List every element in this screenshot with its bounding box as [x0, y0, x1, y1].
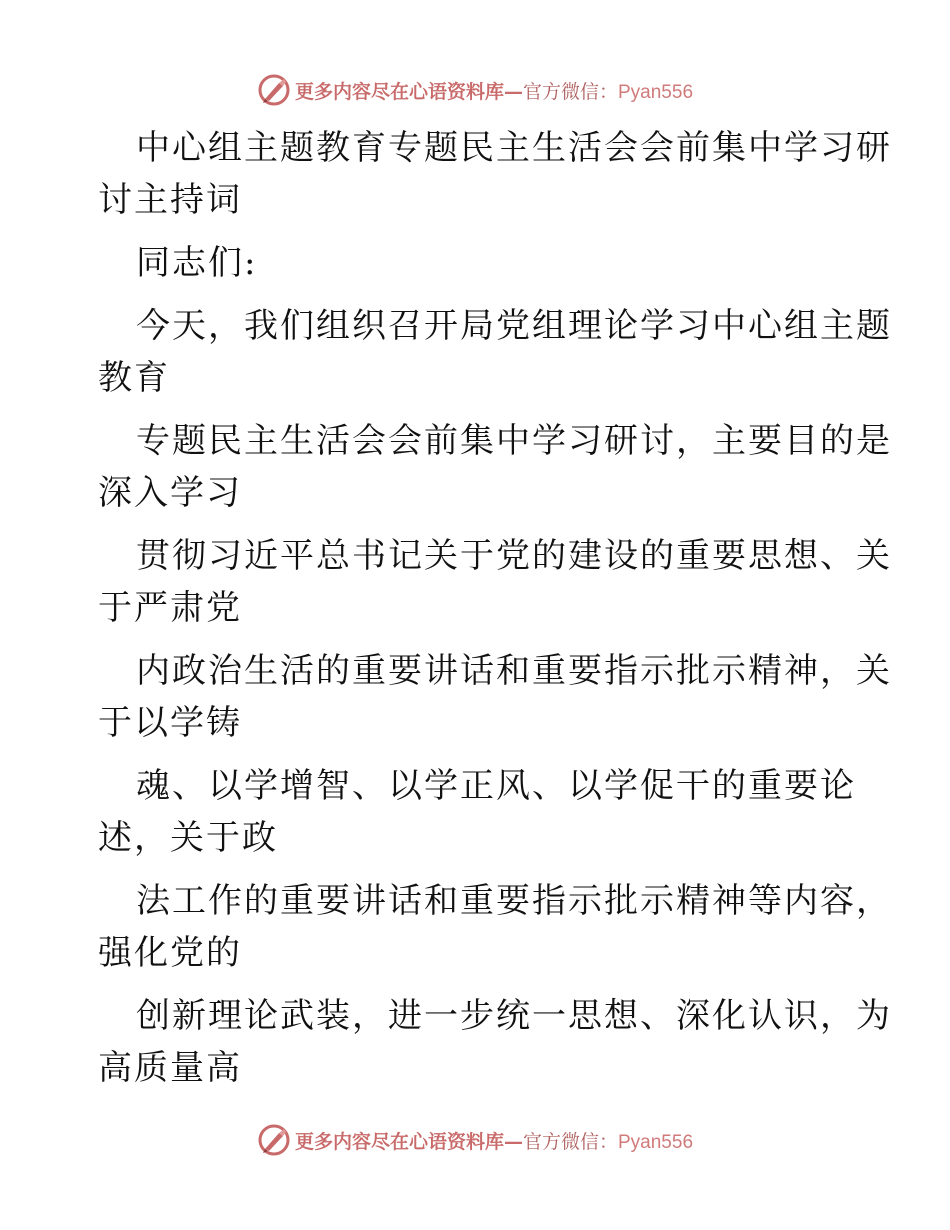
- document-body: [98, 122, 892, 1094]
- paragraph-7-line-1: 创新理论武装，进一步统一思想、深化认识，为: [136, 996, 892, 1036]
- paragraph-2-line-2: 深入学习: [98, 473, 242, 513]
- pen-logo-icon: [257, 73, 291, 107]
- doc-title-line-2: 讨主持词: [98, 180, 242, 220]
- footer-watermark: [0, 1120, 950, 1160]
- watermark-main: 更多内容尽在心语资料库: [294, 1130, 504, 1153]
- watermark-dash: —: [503, 80, 523, 103]
- watermark-account: Pyan556: [618, 1131, 694, 1153]
- doc-salutation: 同志们:: [136, 243, 258, 283]
- paragraph-3-line-1: 贯彻习近平总书记关于党的建设的重要思想、关: [136, 536, 892, 576]
- paragraph-1-line-2: 教育: [98, 358, 170, 398]
- watermark-label: 官方微信：: [522, 80, 618, 103]
- watermark-text: [295, 77, 693, 104]
- paragraph-6-line-1: 法工作的重要讲话和重要指示批示精神等内容，: [136, 881, 892, 921]
- paragraph-1-line-1: 今天，我们组织召开局党组理论学习中心组主题: [136, 306, 892, 346]
- paragraph-2-line-1: 专题民主生活会会前集中学习研讨，主要目的是: [136, 421, 892, 461]
- watermark-main: 更多内容尽在心语资料库: [294, 80, 504, 103]
- paragraph-5-line-1: 魂、以学增智、以学正风、以学促干的重要论: [136, 766, 856, 806]
- paragraph-5-line-2: 述，关于政: [98, 818, 278, 858]
- paragraph-7-line-2: 高质量高: [98, 1048, 242, 1088]
- watermark-label: 官方微信：: [522, 1130, 618, 1153]
- paragraph-3-line-2: 于严肃党: [98, 588, 242, 628]
- watermark-dash: —: [503, 1130, 523, 1153]
- watermark-text: [295, 1127, 693, 1154]
- paragraph-4-line-2: 于以学铸: [98, 703, 242, 743]
- doc-title-line-1: 中心组主题教育专题民主生活会会前集中学习研: [136, 128, 892, 168]
- paragraph-4-line-1: 内政治生活的重要讲话和重要指示批示精神，关: [136, 651, 892, 691]
- pen-logo-icon: [257, 1123, 291, 1157]
- paragraph-6-line-2: 强化党的: [98, 933, 242, 973]
- header-watermark: [0, 70, 950, 110]
- watermark-account: Pyan556: [618, 81, 694, 103]
